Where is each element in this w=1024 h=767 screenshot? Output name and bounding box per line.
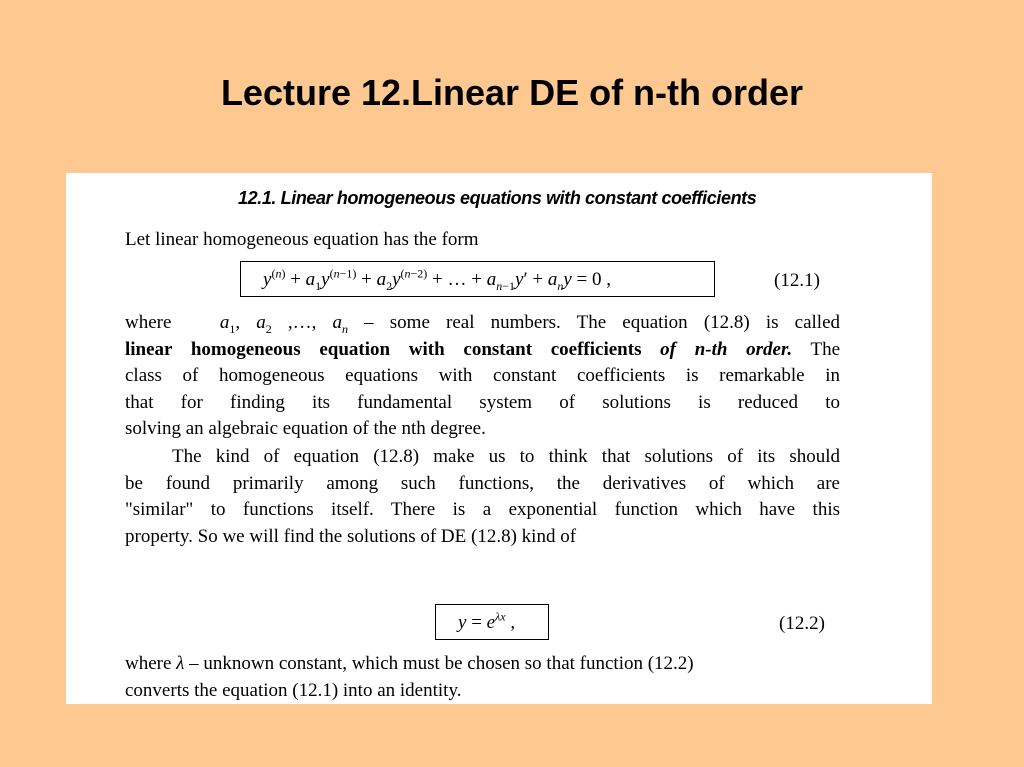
para2-line2: be found primarily among such functions, the derivatives of which are [125, 472, 840, 494]
para1-line3: class of homogeneous equations with constant coefficients is remarkable in [125, 365, 840, 386]
equation-12-1-label: (12.1) [774, 270, 820, 291]
para3-line1: where λ – unknown constant, which must be chosen so that function (12.2) [125, 653, 694, 674]
paragraph-1 [125, 310, 840, 443]
para1-line5: solving an algebraic equation of the nth degree. [125, 418, 486, 439]
document-image [66, 173, 932, 704]
para2-line4: property. So we will find the solutions of DE (12.8) kind of [125, 525, 577, 547]
section-heading: 12.1. Linear homogeneous equations with constant coefficients [238, 188, 757, 208]
equation-12-2-label: (12.2) [779, 613, 825, 634]
para2-line3: "similar" to functions itself. There is a exponential function which have this [125, 499, 840, 520]
equation-12-1: $y^{(n)} + a_1y^{(n-1)} + a_2y^{(n-2)}$ + … + $a_{n-1}y' + a_ny = 0$ , [240, 261, 715, 297]
para1-line4: that for finding its fundamental system of solutions is reduced to [125, 391, 840, 413]
paragraph-2 [125, 444, 840, 550]
para1-line1: where $a_1$, $a_2$ ,…, $a_n$ – some real numbers. The equation (12.8) is called [125, 312, 841, 336]
para1-line2: linear homogeneous equation with constant coefficients of n-th order. The [125, 338, 840, 360]
equation-12-2: $y = e^{\lambda x}$ , [435, 604, 549, 640]
para2-line1: The kind of equation (12.8) make us to think that solutions of its should [172, 446, 840, 467]
paragraph-3 [125, 651, 840, 704]
para3-line2: converts the equation (12.1) into an identity. [125, 679, 462, 701]
intro-text: Let linear homogeneous equation has the form [125, 229, 479, 250]
slide-title: Lecture 12.Linear DE of n-th order [220, 72, 804, 113]
